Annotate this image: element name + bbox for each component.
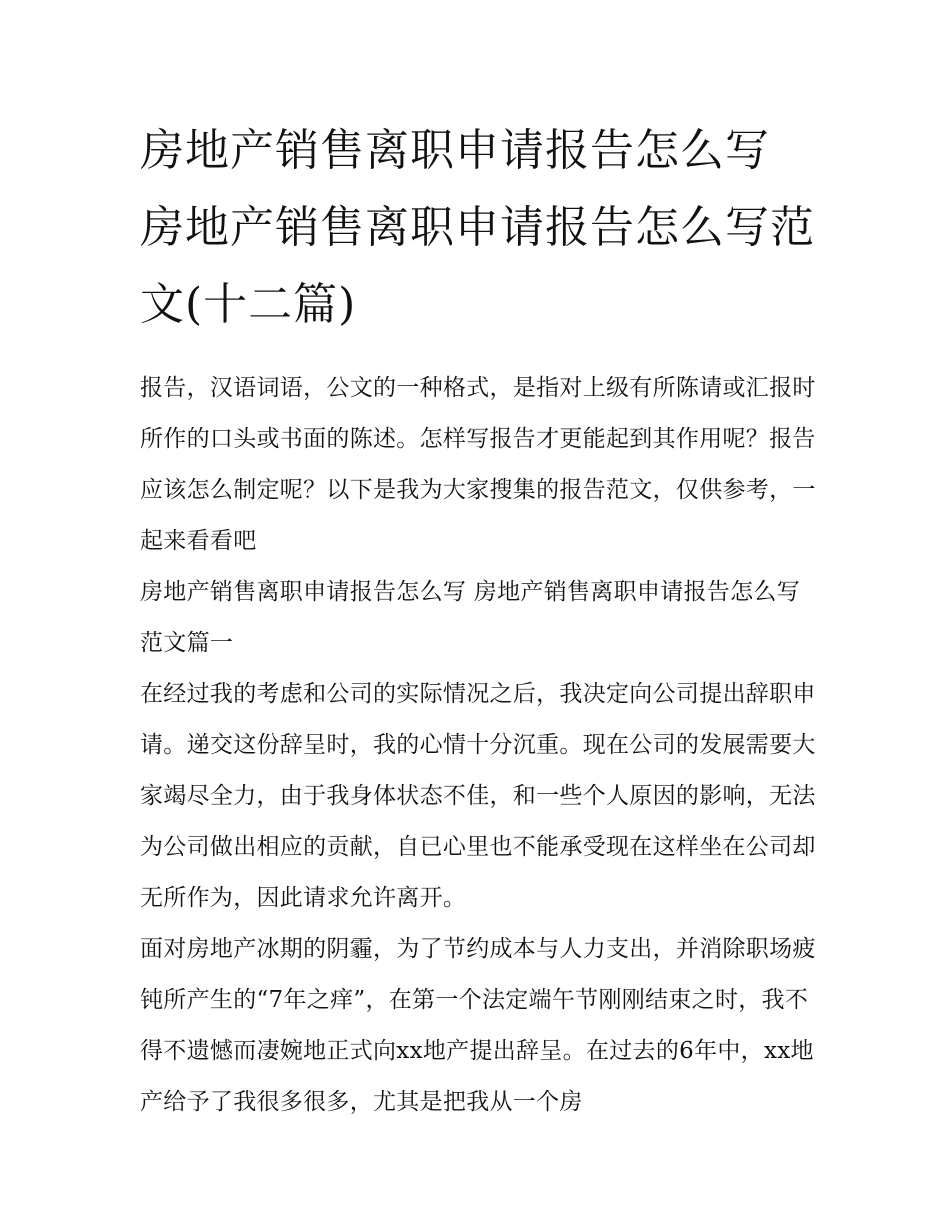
- document-title: 房地产销售离职申请报告怎么写 房地产销售离职申请报告怎么写范文(十二篇): [140, 125, 815, 330]
- document-page: [140, 112, 820, 1128]
- section-heading: 房地产销售离职申请报告怎么写 房地产销售离职申请报告怎么写范文篇一: [140, 579, 801, 656]
- body-paragraph: 在经过我的考虑和公司的实际情况之后，我决定向公司提出辞职申请。递交这份辞呈时，我的心情十分沉重。现在公司的发展需要大家竭尽全力，由于我身体状态不佳，和一些个人原因的影响，无法为公司做出相应的贡献，自已心里也不能承受现在这样坐在公司却无所作为，因此请求允许离开。: [140, 681, 816, 911]
- intro-paragraph: 报告，汉语词语，公文的一种格式，是指对上级有所陈请或汇报时所作的口头或书面的陈述。怎样写报告才更能起到其作用呢？报告应该怎么制定呢？以下是我为大家搜集的报告范文，仅供参考，一起来看看吧: [140, 375, 816, 554]
- body-paragraph: 面对房地产冰期的阴霾，为了节约成本与人力支出，并消除职场疲钝所产生的“7年之痒”，在第一个法定端午节刚刚结束之时，我不得不遗憾而凄婉地正式向xx地产提出辞呈。在过去的6年中，xx地产给予了我很多很多，尤其是把我从一个房: [140, 936, 816, 1115]
